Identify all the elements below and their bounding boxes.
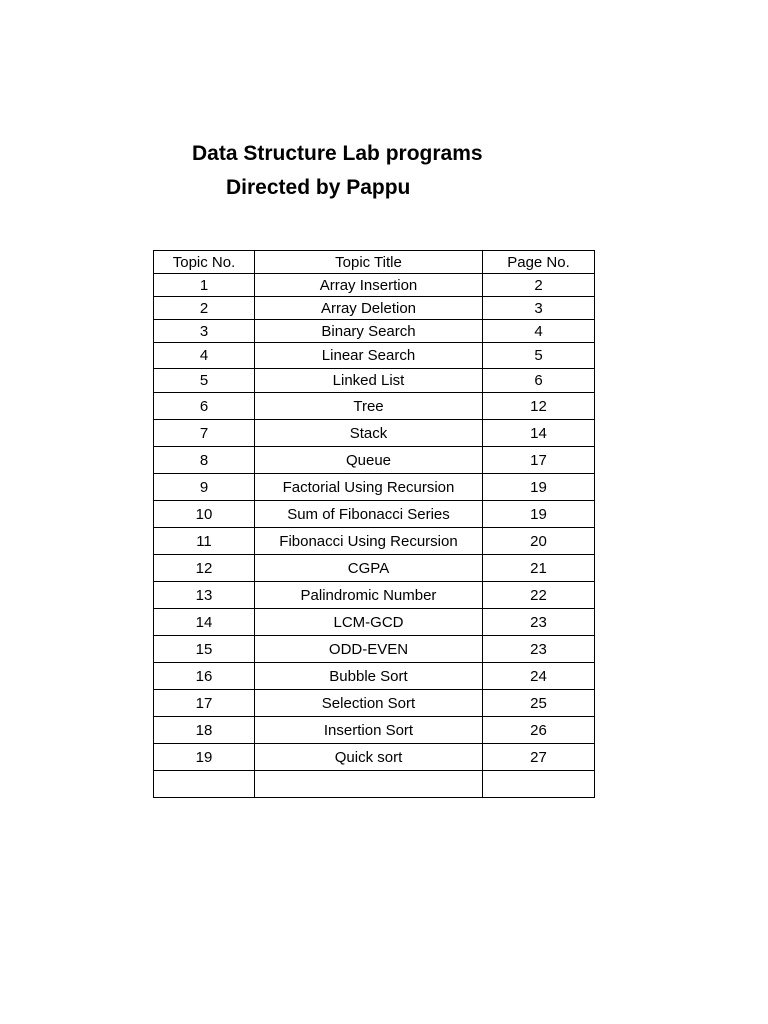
cell-topic-title: Selection Sort [255,690,483,717]
cell-page-no: 12 [483,393,595,420]
cell-page-no: 19 [483,501,595,528]
cell-page-no: 2 [483,274,595,297]
cell-topic-title: Linked List [255,369,483,393]
cell-page-no: 6 [483,369,595,393]
table-row [154,274,595,297]
cell-topic-title: Sum of Fibonacci Series [255,501,483,528]
cell-page-no: 5 [483,343,595,369]
cell-page-no: 26 [483,717,595,744]
topics-table-body [154,251,595,798]
cell-topic-no: 11 [154,528,255,555]
cell-page-no: 25 [483,690,595,717]
table-row [154,609,595,636]
cell-topic-title: Tree [255,393,483,420]
cell-topic-title: Insertion Sort [255,717,483,744]
cell-topic-no [154,771,255,798]
cell-topic-title: Queue [255,447,483,474]
cell-topic-no: 14 [154,609,255,636]
cell-topic-no: 7 [154,420,255,447]
cell-page-no [483,771,595,798]
table-row [154,474,595,501]
cell-page-no: 22 [483,582,595,609]
cell-page-no: 17 [483,447,595,474]
cell-page-no: 4 [483,320,595,343]
cell-topic-title: Quick sort [255,744,483,771]
table-row [154,636,595,663]
table-row [154,501,595,528]
cell-topic-no: 13 [154,582,255,609]
cell-topic-title: Array Deletion [255,297,483,320]
table-row [154,343,595,369]
cell-topic-title: Binary Search [255,320,483,343]
cell-topic-title: Bubble Sort [255,663,483,690]
table-row [154,771,595,798]
header-page-no: Page No. [483,251,595,274]
cell-topic-title: Palindromic Number [255,582,483,609]
cell-topic-title: Stack [255,420,483,447]
cell-page-no: 19 [483,474,595,501]
table-row [154,369,595,393]
cell-topic-no: 5 [154,369,255,393]
header-topic-title: Topic Title [255,251,483,274]
cell-topic-no: 10 [154,501,255,528]
table-row [154,690,595,717]
cell-page-no: 20 [483,528,595,555]
table-header-row [154,251,595,274]
cell-page-no: 24 [483,663,595,690]
cell-topic-title [255,771,483,798]
table-row [154,447,595,474]
cell-topic-title: CGPA [255,555,483,582]
cell-topic-no: 8 [154,447,255,474]
table-row [154,420,595,447]
cell-topic-title: LCM-GCD [255,609,483,636]
cell-topic-title: Fibonacci Using Recursion [255,528,483,555]
cell-page-no: 23 [483,636,595,663]
cell-topic-no: 19 [154,744,255,771]
table-row [154,582,595,609]
cell-topic-no: 15 [154,636,255,663]
cell-topic-title: Array Insertion [255,274,483,297]
cell-topic-no: 17 [154,690,255,717]
cell-topic-title: Linear Search [255,343,483,369]
cell-topic-no: 1 [154,274,255,297]
table-row [154,744,595,771]
topics-table [153,250,595,798]
cell-topic-no: 16 [154,663,255,690]
table-row [154,717,595,744]
cell-page-no: 14 [483,420,595,447]
table-row [154,297,595,320]
cell-page-no: 27 [483,744,595,771]
cell-topic-title: ODD-EVEN [255,636,483,663]
cell-topic-no: 3 [154,320,255,343]
cell-page-no: 23 [483,609,595,636]
header-topic-no: Topic No. [154,251,255,274]
cell-page-no: 3 [483,297,595,320]
cell-topic-no: 18 [154,717,255,744]
cell-topic-no: 2 [154,297,255,320]
cell-page-no: 21 [483,555,595,582]
cell-topic-no: 12 [154,555,255,582]
cell-topic-no: 6 [154,393,255,420]
document-title: Data Structure Lab programs [192,142,483,165]
table-row [154,663,595,690]
table-row [154,393,595,420]
table-row [154,320,595,343]
cell-topic-title: Factorial Using Recursion [255,474,483,501]
table-row [154,555,595,582]
document-subtitle: Directed by Pappu [226,176,411,199]
table-row [154,528,595,555]
cell-topic-no: 9 [154,474,255,501]
cell-topic-no: 4 [154,343,255,369]
